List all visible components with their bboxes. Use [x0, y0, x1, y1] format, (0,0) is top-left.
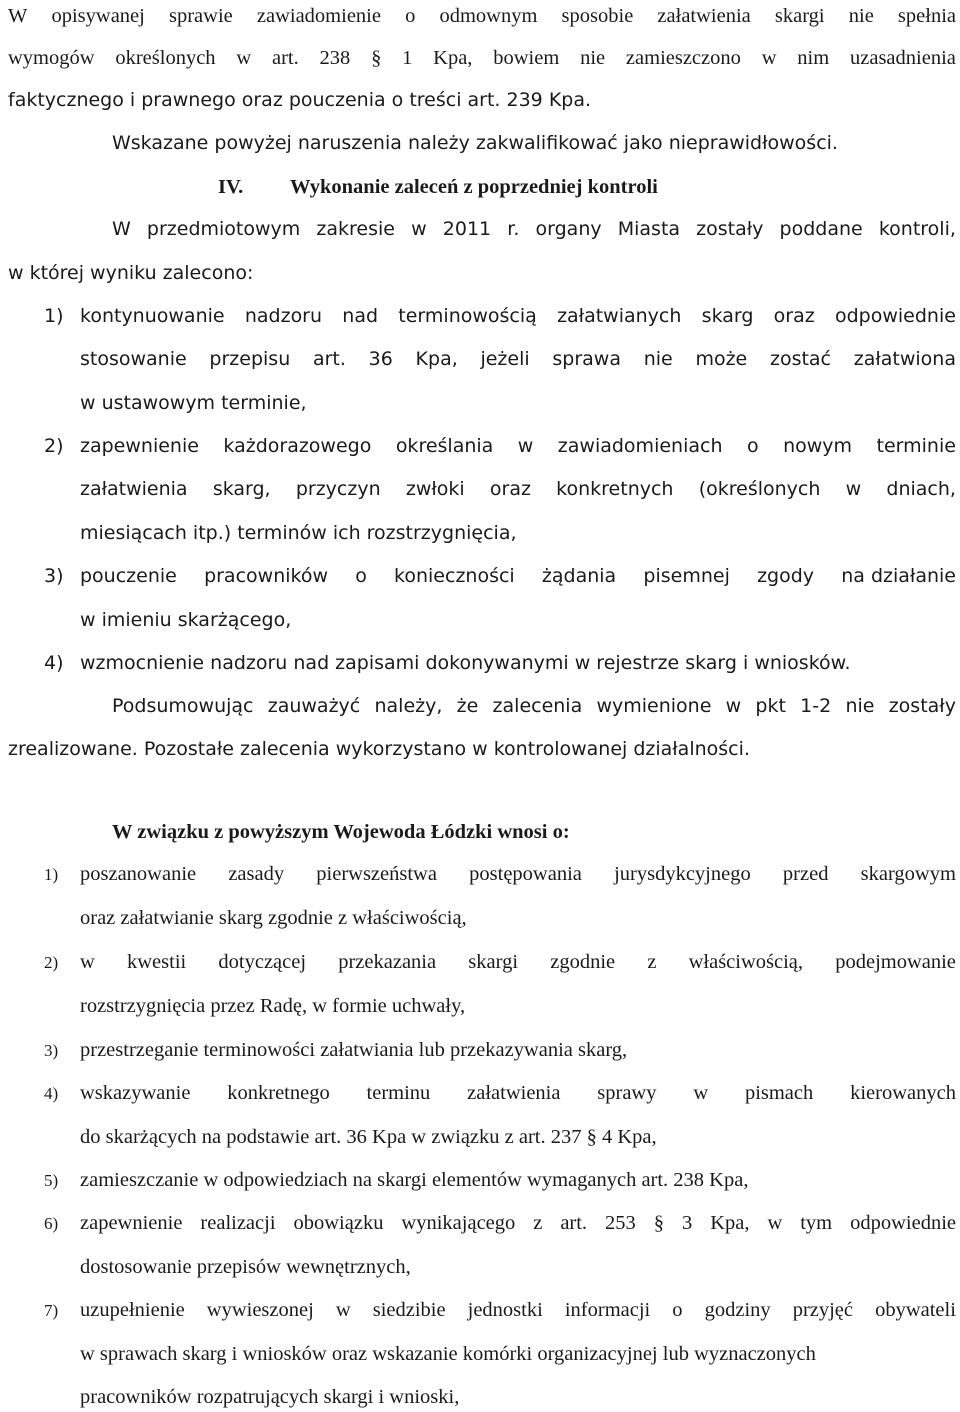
word: 238 — [319, 47, 351, 69]
word: nie — [580, 47, 606, 69]
request-item-line — [80, 952, 956, 973]
request-item-line: pracowników rozpatrujących skargi i wnioski, — [80, 1386, 460, 1408]
word: skargi — [774, 5, 825, 27]
word: w — [411, 218, 427, 240]
word: odpowiednie — [850, 1212, 956, 1234]
word: art. — [560, 1212, 588, 1234]
word: bowiem — [493, 47, 560, 69]
word: uzasadnienia — [850, 47, 956, 69]
word: zapewnienie — [80, 435, 199, 457]
word: określonych — [115, 47, 216, 69]
request-item-number: 6) — [44, 1214, 59, 1233]
word: sprawy — [597, 1082, 657, 1104]
word: poszanowanie — [80, 863, 197, 885]
word: wynikającego — [401, 1212, 516, 1234]
list-item-number: 4) — [44, 652, 64, 674]
request-item-line — [80, 864, 956, 885]
word: kierowanych — [850, 1082, 956, 1104]
section-number: IV. — [218, 176, 244, 198]
word: nowym — [783, 435, 853, 457]
word: W — [112, 218, 131, 240]
word: tym — [800, 1212, 833, 1234]
word: 1-2 — [800, 695, 832, 717]
request-item-line — [80, 1300, 956, 1321]
word: nie — [848, 5, 874, 27]
word: wskazywanie — [80, 1082, 191, 1104]
word: zasady — [228, 863, 285, 885]
word: 3 — [681, 1212, 693, 1234]
word: kontroli, — [878, 218, 956, 240]
request-item-number: 3) — [44, 1041, 59, 1060]
word: wymogów — [8, 47, 95, 69]
word: w — [517, 435, 534, 457]
word: jurysdykcyjnego — [614, 863, 751, 885]
word: Miasta — [617, 218, 681, 240]
word: o — [672, 1299, 683, 1321]
summary-line-2: zrealizowane. Pozostałe zalecenia wykorzystano w kontrolowanej działalności. — [8, 738, 750, 760]
word: zawiadomieniach — [557, 435, 723, 457]
list-item-number: 3) — [44, 565, 64, 587]
word: w — [236, 47, 252, 69]
word: zawiadomienie — [256, 5, 381, 27]
section-para-line-1 — [112, 220, 956, 239]
word: podejmowanie — [835, 951, 956, 973]
list-item-line: w ustawowym terminie, — [80, 392, 307, 414]
word: obowiązku — [293, 1212, 384, 1234]
word: dniach, — [886, 478, 956, 500]
word: art. — [312, 348, 346, 370]
word: z — [647, 951, 657, 973]
word: 2011 — [442, 218, 492, 240]
request-item-line: oraz załatwianie skarg zgodnie z właściwością, — [80, 907, 467, 929]
word: skargowym — [860, 863, 956, 885]
word: informacji — [564, 1299, 651, 1321]
word: nie — [643, 348, 673, 370]
word: oraz — [773, 305, 815, 327]
list-item-line — [80, 567, 956, 586]
word: określania — [395, 435, 494, 457]
word: odmownym — [439, 5, 538, 27]
word: zakresie — [316, 218, 395, 240]
word: że — [456, 695, 479, 717]
word: obywateli — [875, 1299, 956, 1321]
word: w — [693, 1082, 709, 1104]
word: może — [695, 348, 748, 370]
word: opisywanej — [51, 5, 145, 27]
word: zauważyć — [267, 695, 361, 717]
intro-line-3: faktycznego i prawnego oraz pouczenia o treści art. 239 Kpa. — [8, 89, 592, 111]
section-title: Wykonanie zaleceń z poprzedniej kontroli — [290, 176, 658, 198]
word: Kpa, — [710, 1212, 750, 1234]
word: konkretnych — [556, 478, 674, 500]
intro-line-4: Wskazane powyżej naruszenia należy zakwalifikować jako nieprawidłowości. — [112, 132, 838, 154]
word: każdorazowego — [223, 435, 372, 457]
word: załatwianych — [557, 305, 682, 327]
request-item-line: przestrzeganie terminowości załatwiania lub przekazywania skarg, — [80, 1039, 628, 1061]
word: kwestii — [127, 951, 187, 973]
word: konkretnego — [227, 1082, 330, 1104]
word: przyjęć — [792, 1299, 854, 1321]
word: nie — [845, 695, 875, 717]
word: dotyczącej — [218, 951, 307, 973]
word: przed — [782, 863, 829, 885]
word: w — [725, 695, 742, 717]
word: terminu — [366, 1082, 431, 1104]
word: skargi — [468, 951, 519, 973]
word: jeżeli — [480, 348, 530, 370]
word: załatwienia — [80, 478, 188, 500]
word: spełnia — [897, 5, 956, 27]
word: przedmiotowym — [146, 218, 301, 240]
word: nadzoru — [244, 305, 323, 327]
word: w — [845, 478, 862, 500]
word: W — [8, 5, 28, 27]
word: zapewnienie — [80, 1212, 183, 1234]
request-item-number: 7) — [44, 1301, 59, 1320]
word: art. — [271, 47, 299, 69]
list-item-line — [80, 350, 956, 369]
request-item-number: 2) — [44, 953, 59, 972]
request-item-number: 5) — [44, 1171, 59, 1190]
word: realizacji — [200, 1212, 276, 1234]
word: organy — [535, 218, 602, 240]
word: skarg — [701, 305, 754, 327]
word: o — [405, 5, 416, 27]
word: skarg, — [212, 478, 271, 500]
list-item-line — [80, 480, 956, 499]
word: Kpa, — [415, 348, 458, 370]
request-item-line: w sprawach skarg i wniosków oraz wskazanie komórki organizacyjnej lub wyznaczonych — [80, 1343, 816, 1365]
word: Podsumowując — [112, 695, 254, 717]
word: nad — [342, 305, 379, 327]
request-item-line: dostosowanie przepisów wewnętrznych, — [80, 1256, 411, 1278]
word: należy, — [374, 695, 443, 717]
requests-heading: W związku z powyższym Wojewoda Łódzki wnosi o: — [112, 821, 570, 843]
word: żądania — [541, 565, 617, 587]
word: zostać — [769, 348, 832, 370]
word: w — [761, 47, 777, 69]
word: nim — [797, 47, 830, 69]
word: w — [767, 1212, 783, 1234]
word: w — [80, 951, 95, 973]
word: zamieszczono — [625, 47, 741, 69]
request-item-line: do skarżących na podstawie art. 36 Kpa w związku z art. 237 § 4 Kpa, — [80, 1126, 657, 1148]
word: kontynuowanie — [80, 305, 225, 327]
section-para-line-2: w której wyniku zalecono: — [8, 262, 254, 284]
word: konieczności — [394, 565, 515, 587]
word: 36 — [368, 348, 393, 370]
word: o — [355, 565, 367, 587]
word: 253 — [605, 1212, 636, 1234]
word: załatwienia — [467, 1082, 561, 1104]
request-item-line: zamieszczanie w odpowiedziach na skargi elementów wymaganych art. 238 Kpa, — [80, 1169, 749, 1191]
list-item-line: wzmocnienie nadzoru nad zapisami dokonywanymi w rejestrze skarg i wniosków. — [80, 652, 851, 674]
summary-line-1 — [112, 697, 956, 716]
list-item-line: miesiącach itp.) terminów ich rozstrzygnięcia, — [80, 522, 517, 544]
word: § — [371, 47, 382, 69]
word: uzupełnienie — [80, 1299, 185, 1321]
word: pierwszeństwa — [316, 863, 437, 885]
word: pismach — [744, 1082, 814, 1104]
intro-line-1 — [8, 6, 956, 27]
word: jednostki — [467, 1299, 543, 1321]
word: przyczyn — [295, 478, 381, 500]
list-item-number: 2) — [44, 435, 64, 457]
request-item-number: 1) — [44, 865, 59, 884]
word: z — [533, 1212, 543, 1234]
word: § — [653, 1212, 664, 1234]
request-item-number: 4) — [44, 1084, 59, 1103]
list-item-line: w imieniu skarżącego, — [80, 609, 292, 631]
word: Kpa, — [433, 47, 473, 69]
word: wywieszonej — [206, 1299, 314, 1321]
word: właściwością, — [688, 951, 804, 973]
word: na działanie — [841, 565, 956, 587]
request-item-line — [80, 1083, 956, 1104]
intro-line-2 — [8, 48, 956, 69]
word: pkt — [755, 695, 786, 717]
word: terminie — [876, 435, 956, 457]
word: siedzibie — [372, 1299, 446, 1321]
word: stosowanie — [80, 348, 187, 370]
word: przepisu — [209, 348, 291, 370]
word: godziny — [704, 1299, 771, 1321]
word: zostały — [696, 218, 764, 240]
word: zwłoki — [405, 478, 465, 500]
request-item-line: rozstrzygnięcia przez Radę, w formie uchwały, — [80, 995, 466, 1017]
list-item-number: 1) — [44, 305, 64, 327]
word: oraz — [489, 478, 531, 500]
word: o — [746, 435, 759, 457]
word: zgodnie — [550, 951, 616, 973]
word: wymienione — [596, 695, 712, 717]
word: terminowością — [398, 305, 537, 327]
word: pisemnej — [643, 565, 730, 587]
word: (określonych — [698, 478, 821, 500]
word: zgody — [757, 565, 815, 587]
word: sposobie — [561, 5, 634, 27]
word: poddane — [779, 218, 863, 240]
word: w — [335, 1299, 351, 1321]
word: r. — [507, 218, 520, 240]
word: zalecenia — [492, 695, 583, 717]
list-item-line — [80, 437, 956, 456]
word: sprawie — [168, 5, 233, 27]
list-item-line — [80, 307, 956, 326]
word: zostały — [888, 695, 956, 717]
word: sprawa — [552, 348, 621, 370]
word: załatwiona — [853, 348, 956, 370]
word: postępowania — [469, 863, 582, 885]
word: załatwienia — [657, 5, 751, 27]
word: 1 — [402, 47, 413, 69]
request-item-line — [80, 1213, 956, 1234]
word: przekazania — [338, 951, 437, 973]
word: pouczenie — [80, 565, 177, 587]
word: odpowiednie — [834, 305, 956, 327]
word: pracowników — [204, 565, 328, 587]
